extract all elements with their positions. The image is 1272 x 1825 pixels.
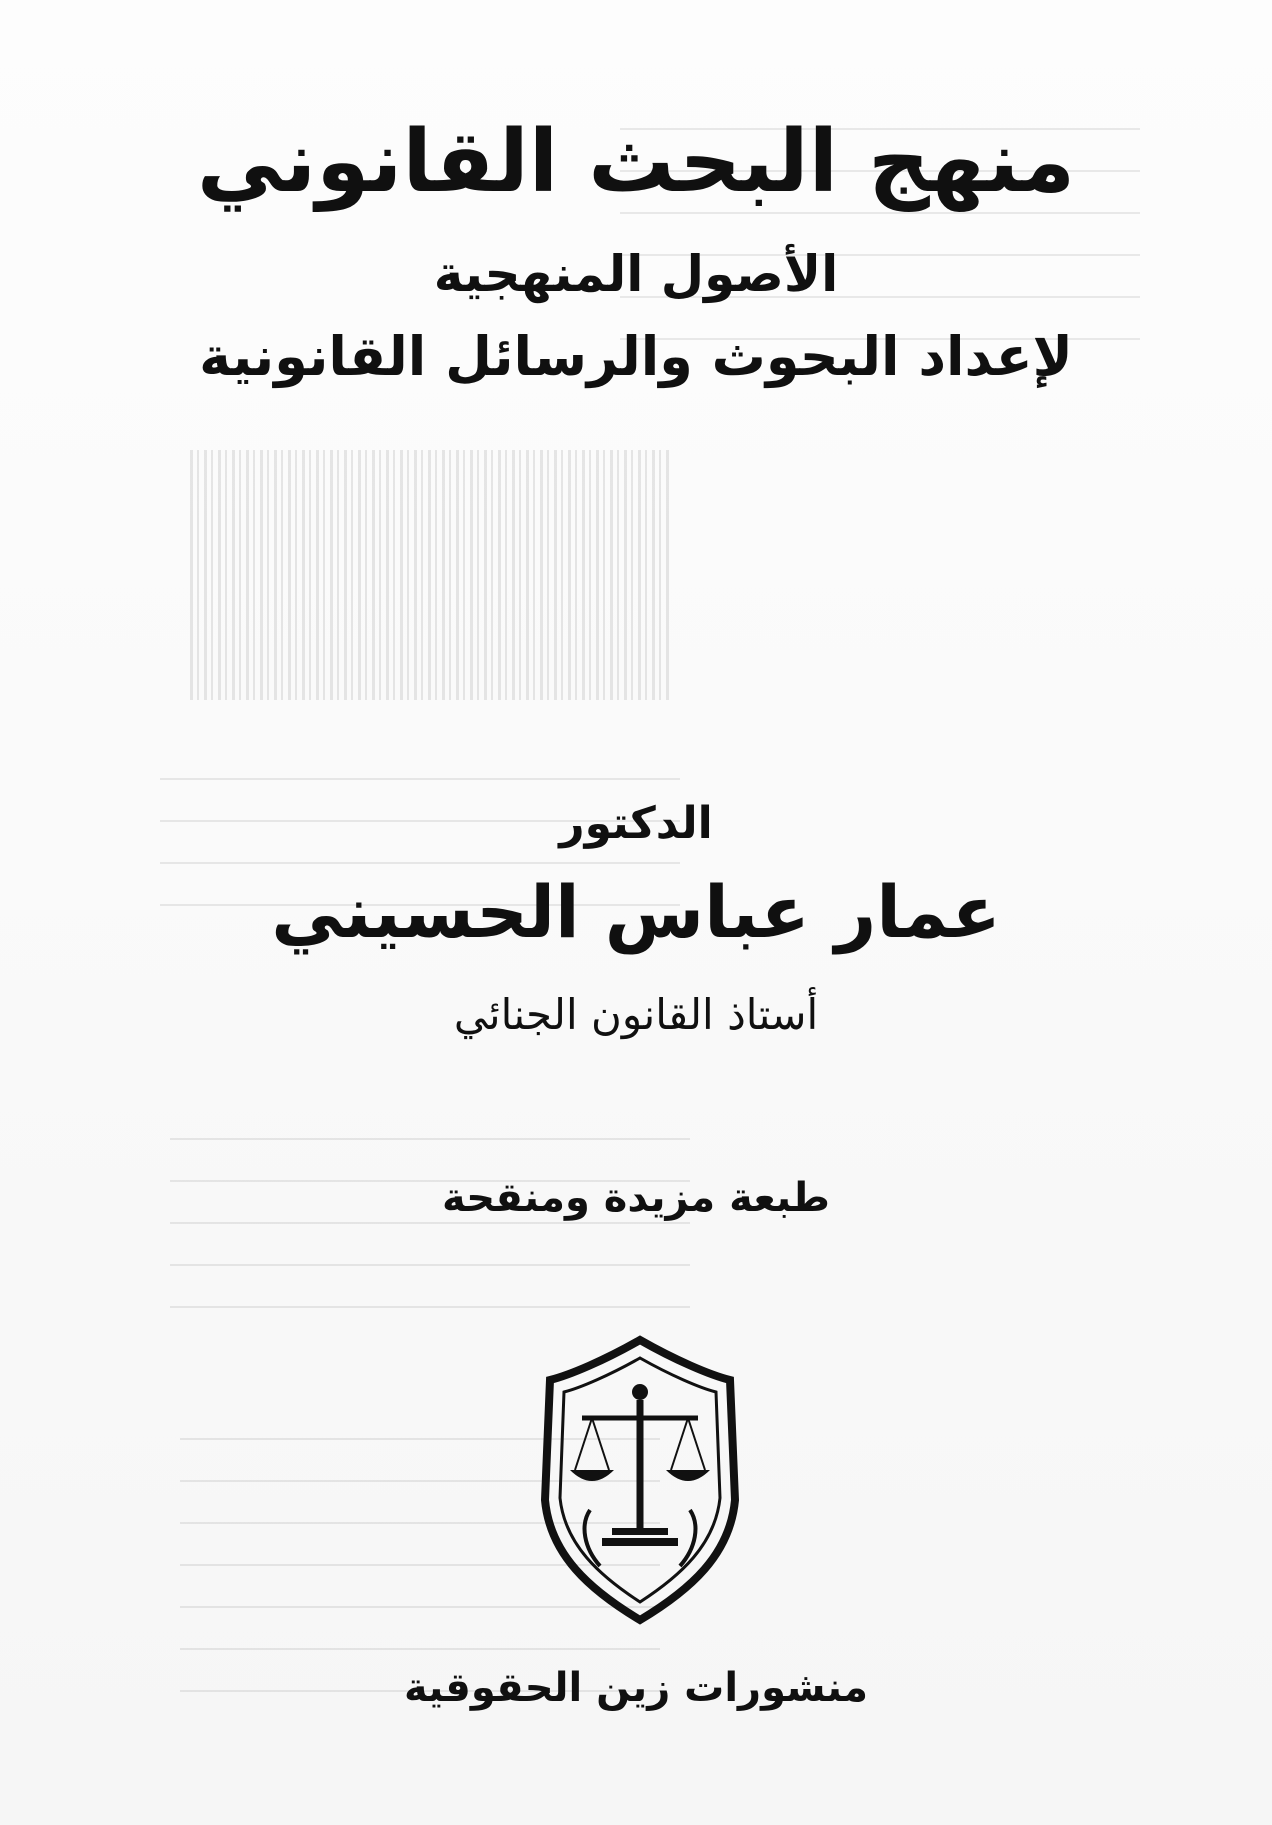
subtitle-line-2: لإعداد البحوث والرسائل القانونية [199, 325, 1073, 388]
publisher-logo [520, 1320, 760, 1630]
author-name: عمار عباس الحسيني [271, 870, 1001, 954]
author-role: أستاذ القانون الجنائي [453, 990, 819, 1039]
subtitle-line-1: الأصول المنهجية [433, 245, 839, 303]
publisher-name: منشورات زين الحقوقية [404, 1665, 868, 1711]
main-title: منهج البحث القانوني [196, 112, 1076, 212]
author-prefix: الدكتور [559, 798, 713, 849]
edition-note: طبعة مزيدة ومنقحة [442, 1175, 830, 1221]
scales-of-justice-shield-icon [520, 1320, 760, 1630]
bleed-through-barcode [190, 450, 670, 700]
bleed-through-text-lower [170, 1120, 690, 1340]
